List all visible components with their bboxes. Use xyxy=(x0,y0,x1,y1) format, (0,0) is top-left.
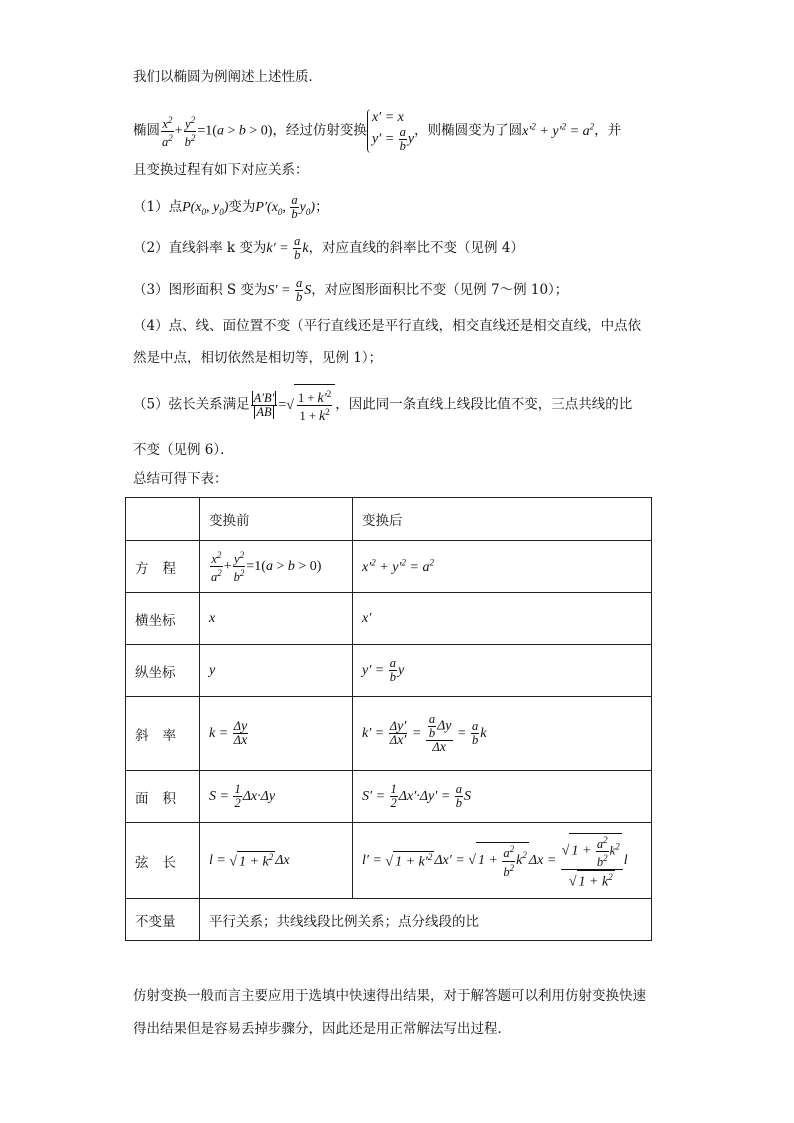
formula-circle: $x'^2 + y'^2 = a^2$ xyxy=(522,121,595,139)
row-label-abscissa: 横坐标 xyxy=(126,593,200,645)
table-row xyxy=(126,593,652,645)
table-row xyxy=(126,697,652,771)
relation-intro: 且变换过程有如下对应关系： xyxy=(133,162,309,178)
item-4-line-2: 然是中点，相切依然是相切等，见例 1）； xyxy=(133,350,383,366)
equation-before: $\frac{x^2}{a^2}$ + $\frac{y^2}{b^2}$ =1(a > b > 0) xyxy=(200,541,353,593)
row-label-invariant: 不变量 xyxy=(126,899,200,941)
row-label-slope: 斜率 xyxy=(126,697,200,771)
formula-y2-over-b2: $\frac{y^2}{b^2}$ xyxy=(184,114,196,149)
item-3: （3）图形面积 S 变为S′ = $\frac{a}{b}$ S，对应图形面积比不变（见例 7～例 10）； xyxy=(133,276,569,305)
row-label-chord: 弦长 xyxy=(126,823,200,899)
table-row xyxy=(126,823,652,899)
header-after: 变换后 xyxy=(353,498,652,541)
invariant-value: 平行关系；共线线段比例关系；点分线段的比 xyxy=(200,899,652,941)
formula-point-p: $P(x_0$, $y_0$) xyxy=(182,200,229,217)
item-4-line-1: （4）点、线、面位置不变（平行直线还是平行直线，相交直线还是相交直线，中点依 xyxy=(133,318,642,334)
abscissa-before: x xyxy=(200,593,353,645)
equation-after: $x'^2 + y'^2 = a^2$ xyxy=(353,541,652,593)
table-row xyxy=(126,899,652,941)
item-2: （2）直线斜率 k 变为k′ = $\frac{a}{b}$ k，对应直线的斜率比不变（见例 4） xyxy=(133,234,524,263)
formula-point-p-prime: $P'(x_0$, $\frac{a}{b}$ $y_0$) xyxy=(255,193,316,222)
ordinate-after: y′ = $\frac{a}{b}$ y xyxy=(353,645,652,697)
item-5: （5）弦长关系满足 $\frac{A'B'}{AB}$ =√ $\frac{1 + k'^2}{1 + k^2}$ ，因此同一条直线上线段比值不变，三点共线的比 xyxy=(133,384,632,424)
ordinate-before: y xyxy=(200,645,353,697)
formula-area-prime: S′ = $\frac{a}{b}$ S xyxy=(267,276,312,305)
affine-system: x′ = x y′ = $\frac{a}{b}$ y xyxy=(367,109,414,153)
formula-x2-over-a2: $\frac{x^2}{a^2}$ xyxy=(162,114,173,149)
intro-text: 我们以椭圆为例阐述上述性质． xyxy=(133,69,322,85)
chord-before: l = √ $1 + k^2$ Δx xyxy=(200,823,353,899)
formula-slope-prime: k′ = $\frac{a}{b}$ k xyxy=(266,234,309,263)
summary-text: 总结可得下表： xyxy=(133,471,228,487)
closing-line-1: 仿射变换一般而言主要应用于选填中快速得出结果，对于解答题可以利用仿射变换快速 xyxy=(133,988,646,1004)
table-row xyxy=(126,498,652,541)
row-label-area: 面积 xyxy=(126,771,200,823)
table-row xyxy=(126,771,652,823)
chord-after: l′ = √ $1 + k'^2$ Δx′ = √ 1 + $\frac{a^2}{b^2}$ $k^2$ Δx = √ 1 + $\frac{a^2}{b^2}$ $k^2$ √ $1 + k^2$ l xyxy=(353,823,652,899)
abscissa-after: x′ xyxy=(353,593,652,645)
closing-line-2: 得出结果但是容易丢掉步骤分，因此还是用正常解法写出过程． xyxy=(133,1021,511,1037)
area-before: S = $\frac{1}{2}$ Δx·Δy xyxy=(200,771,353,823)
header-before: 变换前 xyxy=(200,498,353,541)
slope-before: k = $\frac{\Delta y}{\Delta x}$ xyxy=(200,697,353,771)
area-after: S′ = $\frac{1}{2}$ Δx′·Δy′ = $\frac{a}{b}$ S xyxy=(353,771,652,823)
row-label-ordinate: 纵坐标 xyxy=(126,645,200,697)
row-label-equation: 方程 xyxy=(126,541,200,593)
table-row xyxy=(126,645,652,697)
item-5-line-2: 不变（见例 6）． xyxy=(133,442,234,458)
table-row xyxy=(126,541,652,593)
slope-after: k′ = $\frac{\Delta y'}{\Delta x'}$ = $\frac{a}{b}$ Δy Δx = $\frac{a}{b}$ k xyxy=(353,697,652,771)
formula-sqrt-ratio: √ $\frac{1 + k'^2}{1 + k^2}$ xyxy=(286,384,335,426)
formula-chord-ratio: $\frac{A'B'}{AB}$ xyxy=(251,392,278,419)
transform-table xyxy=(125,497,652,941)
item-1: （1）点$P(x_0$, $y_0$)变为$P'(x_0$, $\frac{a}{b}$ $y_0$)； xyxy=(133,193,329,222)
ellipse-statement: 椭圆 $\frac{x^2}{a^2}$ + $\frac{y^2}{b^2}$ =1(a > b > 0)，经过仿射变换 x′ = x y′ = $\frac{a}{b}$ y ，则椭圆变为了圆$x'^2 + y'^2 = a^2$，并 xyxy=(133,110,622,154)
